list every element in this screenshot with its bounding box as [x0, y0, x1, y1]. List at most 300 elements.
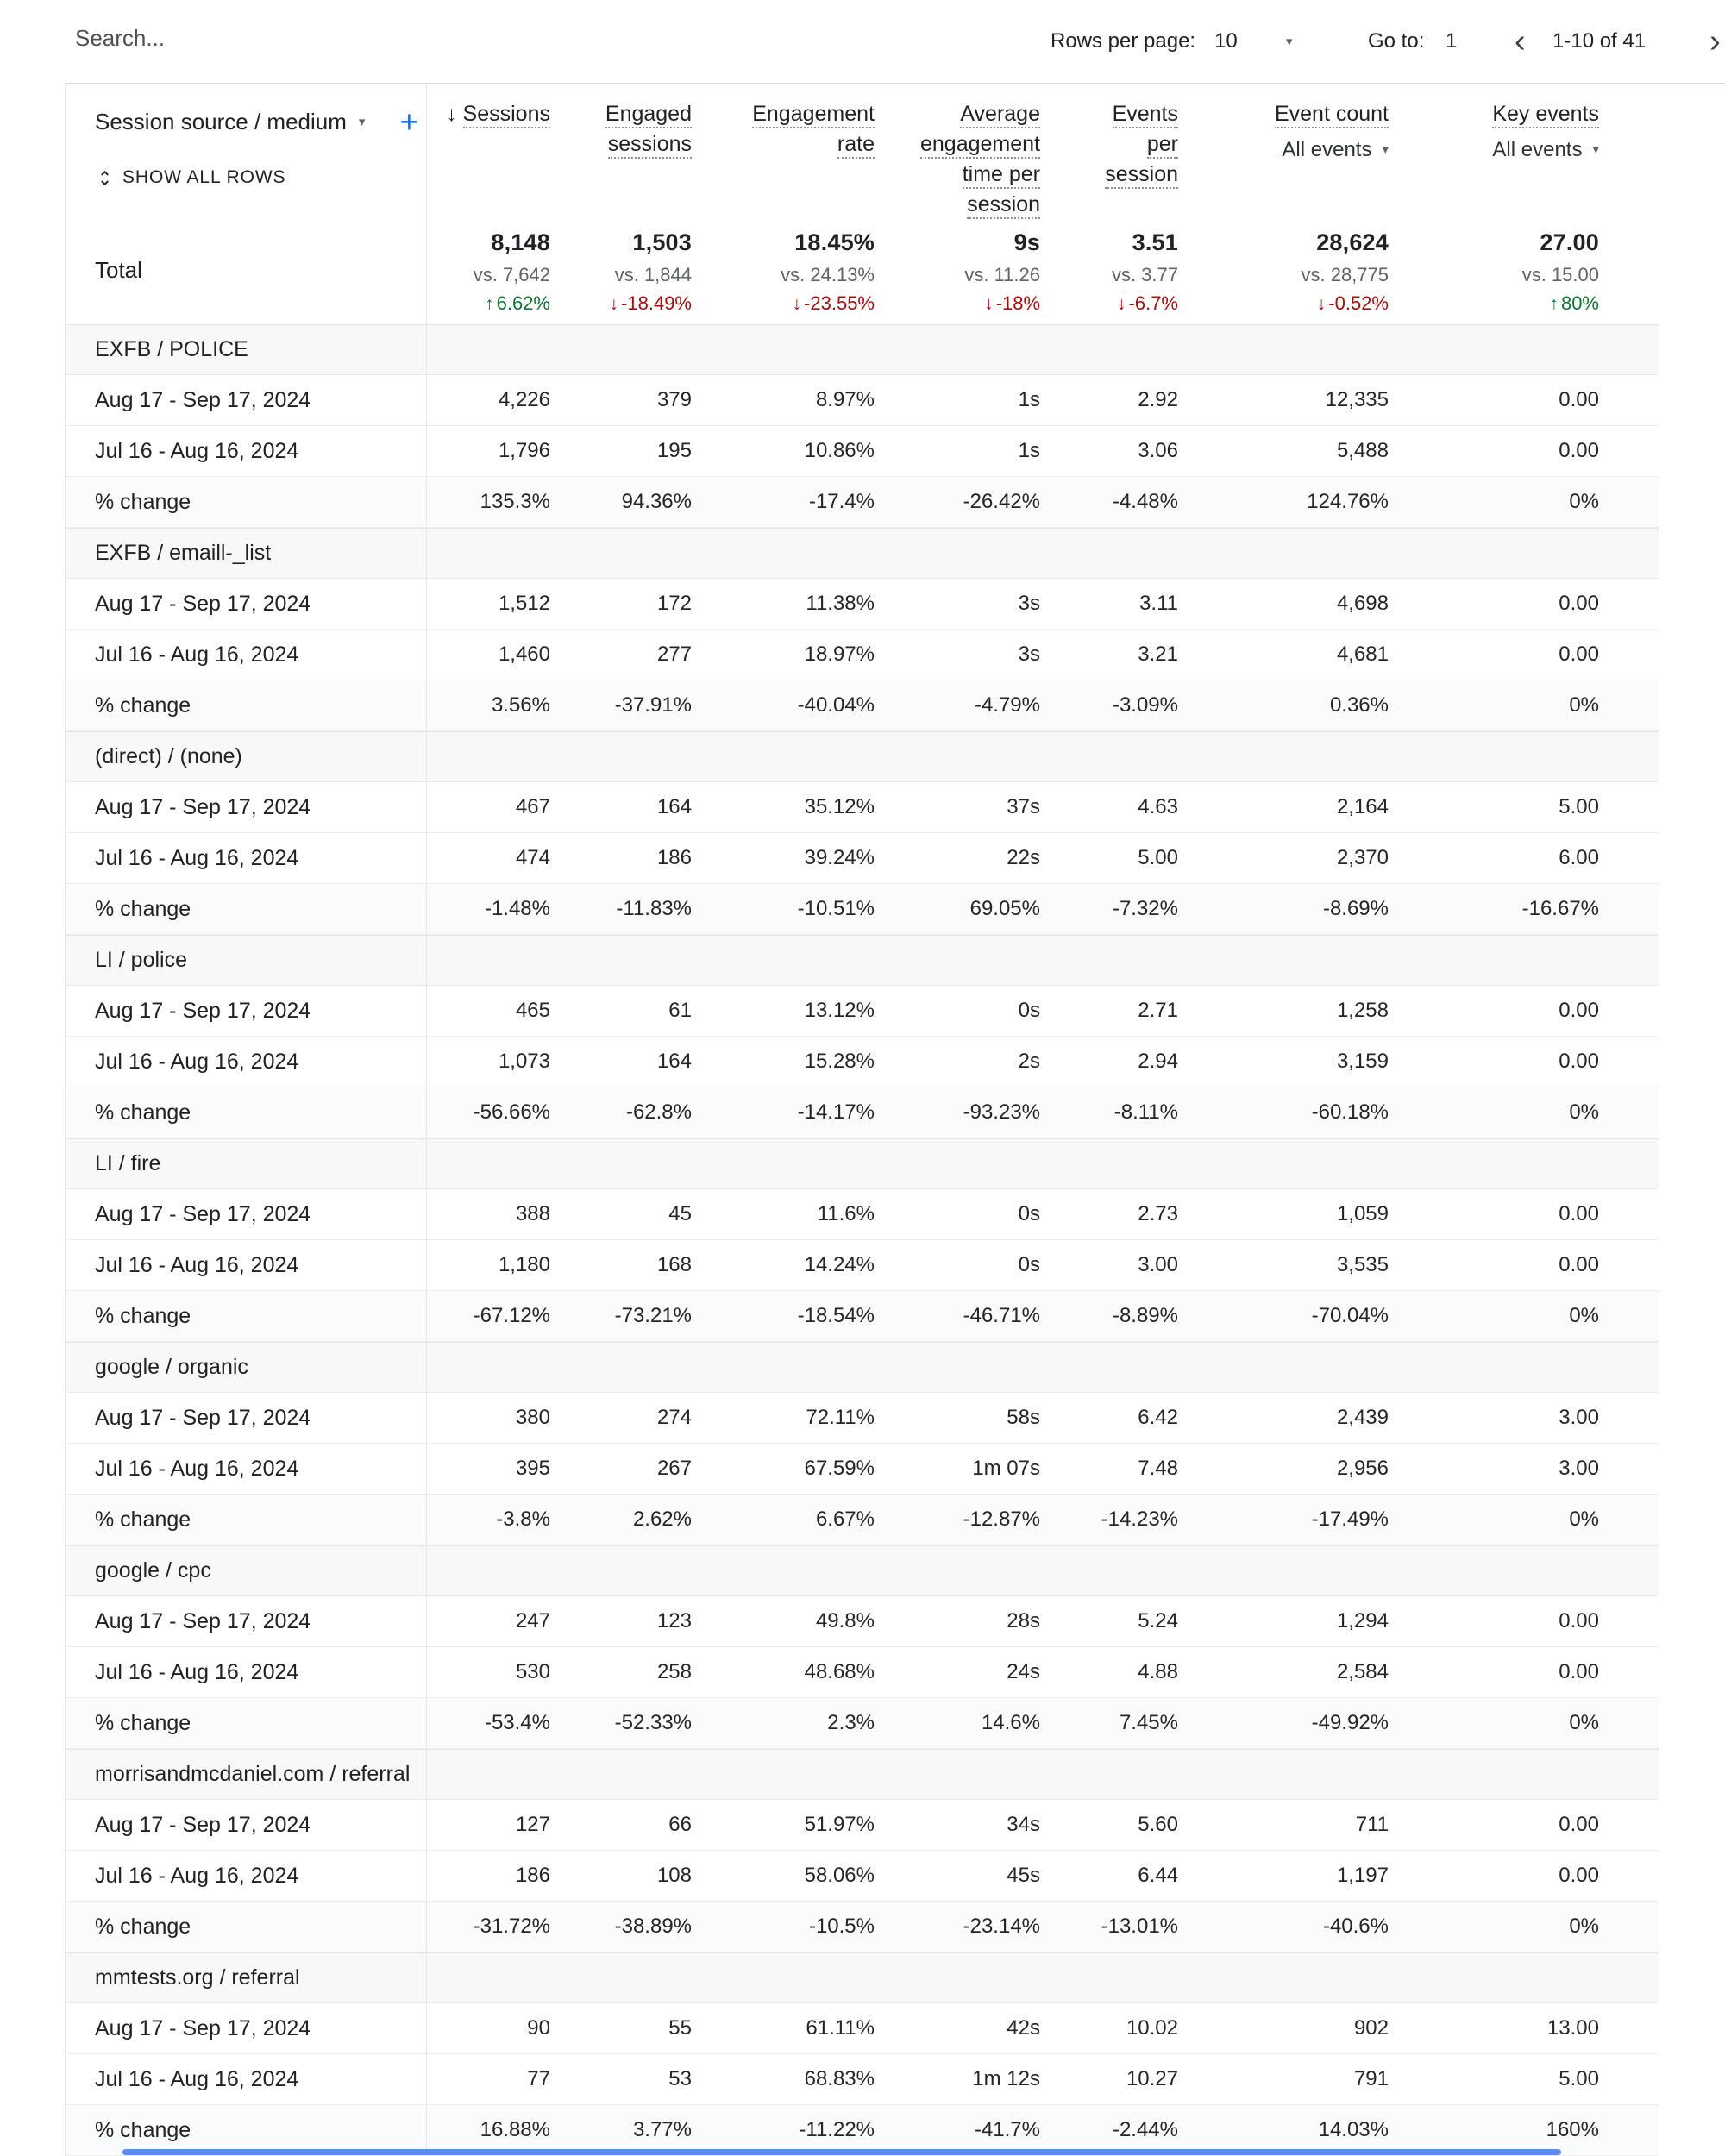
- percent-change-row: [66, 680, 1659, 731]
- metric-value: 58.06%: [804, 1864, 875, 1887]
- metric-value: 34s: [1007, 1813, 1040, 1836]
- metric-value: 2s: [1018, 1050, 1040, 1073]
- metric-value: -2.44%: [1112, 2118, 1178, 2141]
- row-label-cell: [66, 1596, 427, 1646]
- metric-cell: [550, 1291, 692, 1341]
- row-label: % change: [95, 1303, 191, 1328]
- group-name-cell: [66, 1343, 427, 1392]
- metric-value: 8.97%: [815, 388, 875, 411]
- percent-change-row: [66, 477, 1659, 528]
- dimension-header-cell: [66, 84, 427, 220]
- metric-cell: [875, 1087, 1040, 1138]
- sort-desc-icon: ↓: [446, 103, 457, 126]
- row-label: % change: [95, 896, 191, 921]
- metric-cell: [1178, 1037, 1389, 1087]
- metric-cell: [875, 1037, 1040, 1087]
- metric-filter-label: All events: [1492, 138, 1583, 161]
- metric-cell: [1389, 833, 1599, 883]
- metric-value: 1s: [1018, 439, 1040, 462]
- metric-value: 1,197: [1336, 1864, 1389, 1887]
- metric-value: 5.00: [1559, 2067, 1599, 2090]
- metric-value: 3,159: [1336, 1050, 1389, 1073]
- metric-cell: [875, 2054, 1040, 2104]
- metric-cell: [692, 680, 875, 730]
- metric-value: 164: [656, 1050, 692, 1073]
- total-value: 27.00: [1540, 229, 1599, 255]
- metric-cell: [1040, 2003, 1178, 2053]
- metric-value: -67.12%: [473, 1304, 550, 1327]
- metric-cell: [1178, 630, 1389, 680]
- metric-cell: [550, 1087, 692, 1138]
- metric-cell: [427, 1495, 550, 1545]
- metric-value: 0s: [1018, 1202, 1040, 1225]
- percent-change-row: [66, 1291, 1659, 1342]
- metric-value: 7.45%: [1119, 1711, 1178, 1734]
- metric-value: 48.68%: [804, 1660, 875, 1683]
- column-header-label: session: [1105, 162, 1178, 189]
- metric-cell: [427, 2105, 550, 2155]
- metric-value: -11.83%: [616, 897, 692, 920]
- metric-cell: [1389, 630, 1599, 680]
- metric-value: 0%: [1569, 1507, 1599, 1531]
- total-comparison-value: vs. 11.26: [964, 264, 1040, 285]
- arrow-down-icon: ↓: [1316, 294, 1327, 314]
- metric-cell: [692, 1902, 875, 1952]
- metric-cell: [550, 2054, 692, 2104]
- metric-value: -16.67%: [1521, 897, 1599, 920]
- metric-cell: [1040, 1800, 1178, 1850]
- metric-value: 55: [668, 2016, 692, 2040]
- total-change: [550, 292, 692, 315]
- metric-value: 135.3%: [480, 490, 550, 513]
- metric-cell: [1040, 477, 1178, 527]
- search-input[interactable]: [73, 24, 448, 53]
- metric-cell: [427, 1189, 550, 1239]
- group-header-row-li-police: [66, 935, 1659, 986]
- metric-value: -11.22%: [799, 2118, 875, 2141]
- metric-cell: [550, 1800, 692, 1850]
- group-name-cell: [66, 936, 427, 985]
- metric-cell: [1178, 782, 1389, 832]
- show-all-rows-label: SHOW ALL ROWS: [122, 167, 286, 187]
- metric-value: -26.42%: [963, 490, 1040, 513]
- metric-value: 28s: [1007, 1609, 1040, 1633]
- metric-value: -10.51%: [797, 897, 875, 920]
- total-metric-cell: [692, 216, 875, 324]
- metric-value: 4,698: [1336, 592, 1389, 615]
- row-label-cell: [66, 1902, 427, 1952]
- metric-value: 1,512: [498, 592, 550, 615]
- date-range-row: [66, 1800, 1659, 1851]
- metric-cell: [1178, 1444, 1389, 1494]
- group-header-row-exfb-police: [66, 324, 1659, 375]
- metric-cell: [1178, 1240, 1389, 1290]
- metric-value: -8.89%: [1112, 1304, 1178, 1327]
- metric-value: 69.05%: [969, 897, 1040, 920]
- metric-cell: [875, 680, 1040, 730]
- row-label-cell: [66, 1037, 427, 1087]
- column-header-key-events[interactable]: [1389, 84, 1599, 220]
- metric-cell: [1389, 477, 1599, 527]
- next-page-button[interactable]: ›: [1709, 22, 1721, 60]
- group-header-row-google-cpc: [66, 1545, 1659, 1596]
- metric-cell: [875, 1800, 1040, 1850]
- row-label-cell: [66, 680, 427, 730]
- row-label: Aug 17 - Sep 17, 2024: [95, 1812, 311, 1837]
- metric-cell: [1389, 1851, 1599, 1901]
- metric-cell: [692, 1291, 875, 1341]
- date-range-row: [66, 630, 1659, 680]
- metric-cell: [1040, 1240, 1178, 1290]
- metric-cell: [1389, 782, 1599, 832]
- row-label: % change: [95, 693, 191, 718]
- total-change: [427, 292, 550, 315]
- metric-value: 10.86%: [804, 439, 875, 462]
- total-metric-cell: [1040, 216, 1178, 324]
- horizontal-scrollbar[interactable]: [122, 2149, 1561, 2155]
- metric-value: 0.00: [1559, 999, 1599, 1022]
- metric-value: 711: [1355, 1813, 1389, 1836]
- metric-value: -40.6%: [1322, 1915, 1389, 1938]
- source-medium-table: [65, 84, 1659, 2156]
- metric-value: -38.89%: [614, 1915, 692, 1938]
- group-name-cell: [66, 1139, 427, 1188]
- metric-cell: [1040, 1444, 1178, 1494]
- column-header-label: Engaged: [605, 102, 692, 128]
- metric-value: -73.21%: [614, 1304, 692, 1327]
- metric-cell: [427, 1240, 550, 1290]
- metric-cell: [692, 1800, 875, 1850]
- metric-cell: [427, 1851, 550, 1901]
- metric-cell: [1178, 986, 1389, 1036]
- metric-value: 0.00: [1559, 1202, 1599, 1225]
- metric-value: 2.92: [1138, 388, 1178, 411]
- row-label: Aug 17 - Sep 17, 2024: [95, 591, 311, 616]
- metric-value: 5,488: [1336, 439, 1389, 462]
- metric-value: 37s: [1007, 795, 1040, 818]
- metric-value: 0%: [1569, 1304, 1599, 1327]
- metric-value: -56.66%: [473, 1100, 550, 1124]
- total-comparison-value: vs. 7,642: [473, 264, 550, 285]
- metric-cell: [1389, 1495, 1599, 1545]
- metric-value: -41.7%: [974, 2118, 1040, 2141]
- metric-value: 16.88%: [480, 2118, 550, 2141]
- metric-value: 1,258: [1336, 999, 1389, 1022]
- metric-value: 53: [668, 2067, 692, 2090]
- goto-page-label: Go to:: [1368, 29, 1425, 53]
- column-header-average-engagement-time-per-session[interactable]: [875, 84, 1040, 220]
- metric-value: 0.00: [1559, 388, 1599, 411]
- metric-value: 61.11%: [806, 2016, 875, 2040]
- goto-page-input[interactable]: 1: [1446, 29, 1458, 53]
- metric-value: 0s: [1018, 1253, 1040, 1276]
- metric-value: 39.24%: [804, 846, 875, 869]
- metric-cell: [427, 2054, 550, 2104]
- metric-cell: [1389, 1647, 1599, 1697]
- metric-cell: [1389, 986, 1599, 1036]
- metric-cell: [1389, 884, 1599, 934]
- metric-value: 0%: [1569, 1711, 1599, 1734]
- metric-value: 94.36%: [621, 490, 692, 513]
- row-label-cell: [66, 1851, 427, 1901]
- metric-cell: [1178, 884, 1389, 934]
- metric-value: 791: [1353, 2067, 1389, 2090]
- metric-cell: [427, 2003, 550, 2053]
- dimension-header[interactable]: Session source / medium: [95, 109, 347, 135]
- caret-down-icon[interactable]: ▾: [358, 115, 366, 129]
- metric-cell: [1040, 1698, 1178, 1748]
- metric-value: -14.23%: [1101, 1507, 1178, 1531]
- group-name: (direct) / (none): [95, 744, 242, 768]
- date-range-row: [66, 1189, 1659, 1240]
- total-comparison-value: vs. 1,844: [614, 264, 692, 285]
- date-range-row: [66, 579, 1659, 630]
- total-comparison-value: vs. 24.13%: [781, 264, 875, 285]
- metric-value: -53.4%: [484, 1711, 550, 1734]
- date-range-row: [66, 1444, 1659, 1495]
- row-label-cell: [66, 1087, 427, 1138]
- metric-value: 42s: [1007, 2016, 1040, 2040]
- metric-cell: [1389, 1189, 1599, 1239]
- metric-cell: [550, 1698, 692, 1748]
- metric-value: -93.23%: [963, 1100, 1040, 1124]
- metric-value: -13.01%: [1101, 1915, 1178, 1938]
- metric-value: 186: [656, 846, 692, 869]
- metric-value: 0.00: [1559, 642, 1599, 666]
- column-header-sessions[interactable]: [427, 84, 550, 220]
- group-header-row-morrisandmcdaniel-com-referral: [66, 1749, 1659, 1800]
- column-header-label: rate: [837, 132, 875, 159]
- metric-cell: [1178, 1291, 1389, 1341]
- metric-value: 902: [1353, 2016, 1389, 2040]
- metric-value: 3.00: [1559, 1406, 1599, 1429]
- metric-cell: [875, 1393, 1040, 1443]
- metric-cell: [692, 1851, 875, 1901]
- group-header-row-exfb-emaill-list: [66, 528, 1659, 579]
- metric-value: -40.04%: [797, 693, 875, 717]
- group-name-cell: [66, 529, 427, 578]
- metric-cell: [1040, 1902, 1178, 1952]
- total-label: Total: [95, 257, 142, 283]
- arrow-down-icon: ↓: [609, 294, 619, 314]
- metric-value: 1m 12s: [972, 2067, 1040, 2090]
- column-header-event-count[interactable]: [1178, 84, 1389, 220]
- metric-value: 68.83%: [804, 2067, 875, 2090]
- metric-cell: [692, 884, 875, 934]
- metric-cell: [875, 1596, 1040, 1646]
- metric-cell: [550, 579, 692, 629]
- row-label: Aug 17 - Sep 17, 2024: [95, 998, 311, 1023]
- metric-value: 267: [656, 1457, 692, 1480]
- total-change: [1178, 292, 1389, 315]
- row-label: % change: [95, 1507, 191, 1532]
- metric-cell: [427, 1444, 550, 1494]
- metric-value: 2.71: [1138, 999, 1178, 1022]
- metric-value: 6.00: [1559, 846, 1599, 869]
- date-range-row: [66, 375, 1659, 426]
- group-header-row-direct-none: [66, 731, 1659, 782]
- metric-value: 195: [656, 439, 692, 462]
- total-value: 8,148: [491, 229, 550, 255]
- metric-value: 0%: [1569, 490, 1599, 513]
- metric-value: 3.06: [1138, 439, 1178, 462]
- show-all-rows-button[interactable]: [95, 167, 426, 188]
- metric-cell: [875, 1444, 1040, 1494]
- row-label-cell: [66, 782, 427, 832]
- metric-cell: [427, 477, 550, 527]
- metric-cell: [427, 1902, 550, 1952]
- column-header-label: Key events: [1492, 102, 1599, 128]
- metric-cell: [1178, 1596, 1389, 1646]
- metric-value: 58s: [1007, 1406, 1040, 1429]
- row-label: % change: [95, 1914, 191, 1939]
- metric-value: 45s: [1007, 1864, 1040, 1887]
- metric-value: -3.8%: [496, 1507, 550, 1531]
- metric-value: 0%: [1569, 1100, 1599, 1124]
- arrow-down-icon: ↓: [1117, 294, 1126, 314]
- metric-cell: [550, 2105, 692, 2155]
- metric-filter-dropdown[interactable]: [1389, 135, 1599, 165]
- metric-value: 4.63: [1138, 795, 1178, 818]
- metric-value: 6.42: [1138, 1406, 1178, 1429]
- metric-value: 1,796: [498, 439, 550, 462]
- metric-value: -8.11%: [1113, 1100, 1178, 1124]
- metric-cell: [875, 1851, 1040, 1901]
- metric-cell: [1040, 1596, 1178, 1646]
- total-comparison-value: vs. 28,775: [1301, 264, 1389, 285]
- metric-cell: [692, 1495, 875, 1545]
- metric-value: 0%: [1569, 693, 1599, 717]
- date-range-row: [66, 1037, 1659, 1087]
- metric-cell: [1040, 833, 1178, 883]
- metric-cell: [427, 1037, 550, 1087]
- metric-cell: [1178, 2105, 1389, 2155]
- row-label: Jul 16 - Aug 16, 2024: [95, 642, 299, 667]
- metric-cell: [427, 782, 550, 832]
- metric-cell: [875, 2105, 1040, 2155]
- metric-cell: [875, 477, 1040, 527]
- metric-cell: [550, 1596, 692, 1646]
- metric-filter-label: All events: [1282, 138, 1372, 161]
- column-header-label: Engagement: [752, 102, 875, 128]
- row-label: Jul 16 - Aug 16, 2024: [95, 1659, 299, 1684]
- metric-value: 72.11%: [806, 1406, 875, 1429]
- group-name: EXFB / emaill-_list: [95, 541, 272, 565]
- metric-cell: [692, 1444, 875, 1494]
- metric-value: 12,335: [1325, 388, 1389, 411]
- metric-value: 10.02: [1126, 2016, 1178, 2040]
- metric-value: 2,439: [1336, 1406, 1389, 1429]
- metric-cell: [427, 1698, 550, 1748]
- total-comparison-value: vs. 15.00: [1521, 264, 1599, 285]
- metric-cell: [875, 1240, 1040, 1290]
- metric-cell: [692, 1037, 875, 1087]
- row-label-cell: [66, 1698, 427, 1748]
- metric-cell: [427, 375, 550, 425]
- metric-cell: [1040, 884, 1178, 934]
- arrow-up-icon: ↑: [485, 294, 494, 314]
- row-label: Aug 17 - Sep 17, 2024: [95, 1405, 311, 1430]
- metric-cell: [692, 2054, 875, 2104]
- metric-cell: [1389, 1444, 1599, 1494]
- metric-value: 90: [527, 2016, 550, 2040]
- row-label: Aug 17 - Sep 17, 2024: [95, 1201, 311, 1226]
- group-name: google / organic: [95, 1355, 248, 1379]
- column-header-engagement-rate[interactable]: [692, 84, 875, 220]
- metric-cell: [1040, 1291, 1178, 1341]
- metric-value: 4,681: [1336, 642, 1389, 666]
- metric-value: 530: [515, 1660, 550, 1683]
- group-name: google / cpc: [95, 1558, 211, 1583]
- metric-value: 6.44: [1138, 1864, 1178, 1887]
- row-label: Jul 16 - Aug 16, 2024: [95, 438, 299, 463]
- metric-cell: [1040, 2054, 1178, 2104]
- row-label-cell: [66, 630, 427, 680]
- metric-value: 467: [515, 795, 550, 818]
- metric-cell: [1178, 1189, 1389, 1239]
- metric-cell: [1040, 986, 1178, 1036]
- metric-cell: [692, 1647, 875, 1697]
- row-label: Jul 16 - Aug 16, 2024: [95, 2066, 299, 2091]
- metric-cell: [1178, 1393, 1389, 1443]
- metric-cell: [1389, 426, 1599, 476]
- metric-cell: [1178, 833, 1389, 883]
- metric-cell: [550, 680, 692, 730]
- metric-cell: [427, 1596, 550, 1646]
- metric-value: 0.00: [1559, 1660, 1599, 1683]
- metric-cell: [427, 680, 550, 730]
- row-label-cell: [66, 833, 427, 883]
- caret-down-icon[interactable]: ▾: [1286, 34, 1293, 49]
- group-name: LI / police: [95, 948, 188, 972]
- metric-value: 160%: [1546, 2118, 1599, 2141]
- metric-cell: [875, 375, 1040, 425]
- metric-value: 5.60: [1138, 1813, 1178, 1836]
- metric-value: 10.27: [1126, 2067, 1178, 2090]
- row-label: Jul 16 - Aug 16, 2024: [95, 1252, 299, 1277]
- metric-cell: [1389, 1800, 1599, 1850]
- metric-filter-dropdown[interactable]: [1178, 135, 1389, 165]
- metric-value: 172: [656, 592, 692, 615]
- percent-change-row: [66, 884, 1659, 935]
- metric-value: 1,460: [498, 642, 550, 666]
- metric-value: 2.62%: [632, 1507, 692, 1531]
- metric-cell: [427, 833, 550, 883]
- column-header-engaged-sessions[interactable]: [550, 84, 692, 220]
- metric-value: 7.48: [1138, 1457, 1178, 1480]
- rows-per-page-select[interactable]: 10: [1214, 29, 1238, 53]
- column-header-label: sessions: [608, 132, 692, 159]
- metric-cell: [550, 1037, 692, 1087]
- metric-value: 22s: [1007, 846, 1040, 869]
- row-label-cell: [66, 1444, 427, 1494]
- metric-cell: [1389, 1902, 1599, 1952]
- prev-page-button[interactable]: ‹: [1515, 22, 1526, 60]
- percent-change-row: [66, 1902, 1659, 1952]
- row-label: % change: [95, 1100, 191, 1125]
- metric-cell: [1178, 477, 1389, 527]
- column-header-events-per-session[interactable]: [1040, 84, 1178, 220]
- metric-cell: [1040, 1647, 1178, 1697]
- caret-down-icon: ▾: [1382, 142, 1389, 157]
- metric-cell: [550, 1495, 692, 1545]
- row-label: % change: [95, 489, 191, 514]
- metric-value: 4,226: [498, 388, 550, 411]
- metric-value: -3.09%: [1112, 693, 1178, 717]
- add-dimension-button[interactable]: +: [399, 104, 419, 140]
- total-comparison-value: vs. 3.77: [1111, 264, 1178, 285]
- metric-cell: [692, 833, 875, 883]
